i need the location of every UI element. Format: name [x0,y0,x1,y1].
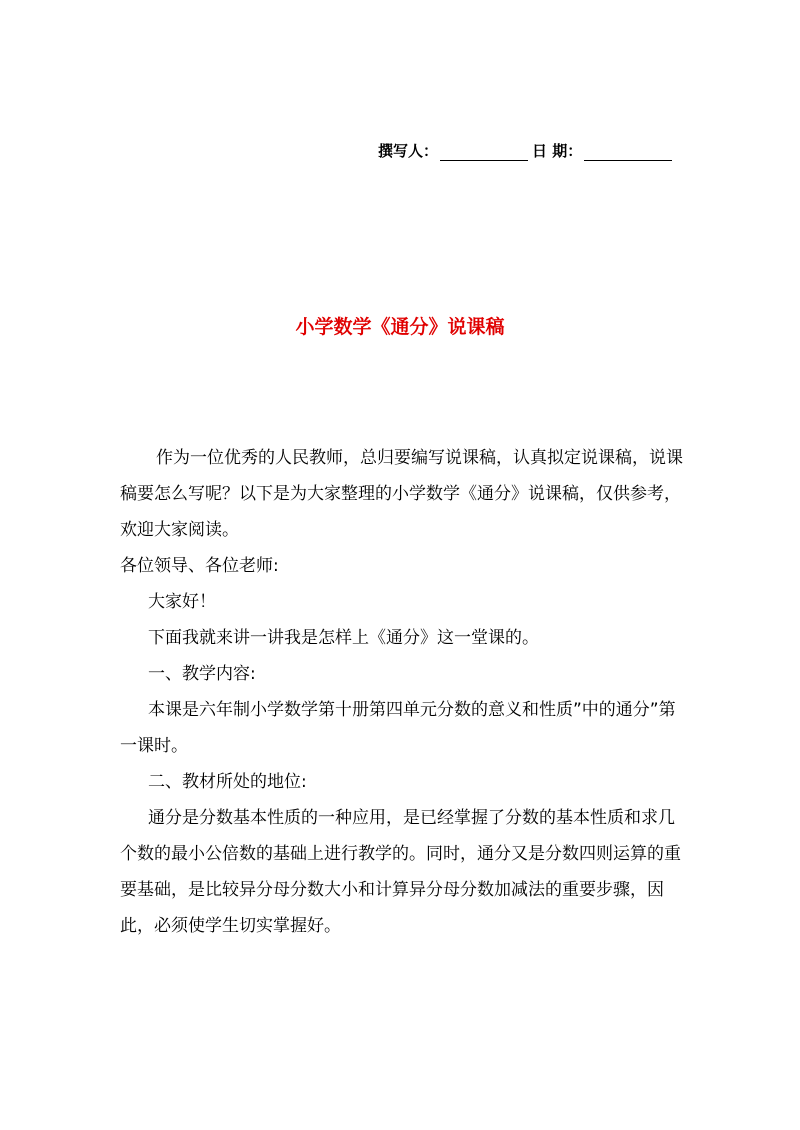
header-fields [378,140,674,161]
document-title: 小学数学《通分》说课稿 [295,316,505,338]
date-blank [584,144,672,161]
author-blank [440,144,528,161]
section-heading-position: 二、教材所处的地位: [148,772,307,792]
content-paragraph: 本课是六年制小学数学第十册第四单元分数的意义和性质”中的通分”第一课时。 [120,700,676,756]
greeting: 大家好！ [148,592,216,612]
intro-paragraph: 作为一位优秀的人民教师，总归要编写说课稿，认真拟定说课稿，说课稿要怎么写呢？以下是为大家整理的小学数学《通分》说课稿，仅供参考，欢迎大家阅读。 [120,448,683,540]
section-heading-content: 一、教学内容: [148,664,256,684]
document-body [120,440,690,944]
author-label: 撰写人： [378,142,439,160]
opening-line: 下面我就来讲一讲我是怎样上《通分》这一堂课的。 [148,628,539,648]
date-label: 日 期： [532,142,583,160]
position-paragraph: 通分是分数基本性质的一种应用，是已经掌握了分数的基本性质和求几个数的最小公倍数的基础上进行教学的。同时，通分又是分数四则运算的重要基础，是比较异分母分数大小和计算异分母分数加减法的重要步骤，因此，必须使学生切实掌握好。 [120,808,681,936]
salutation: 各位领导、各位老师: [120,556,279,576]
